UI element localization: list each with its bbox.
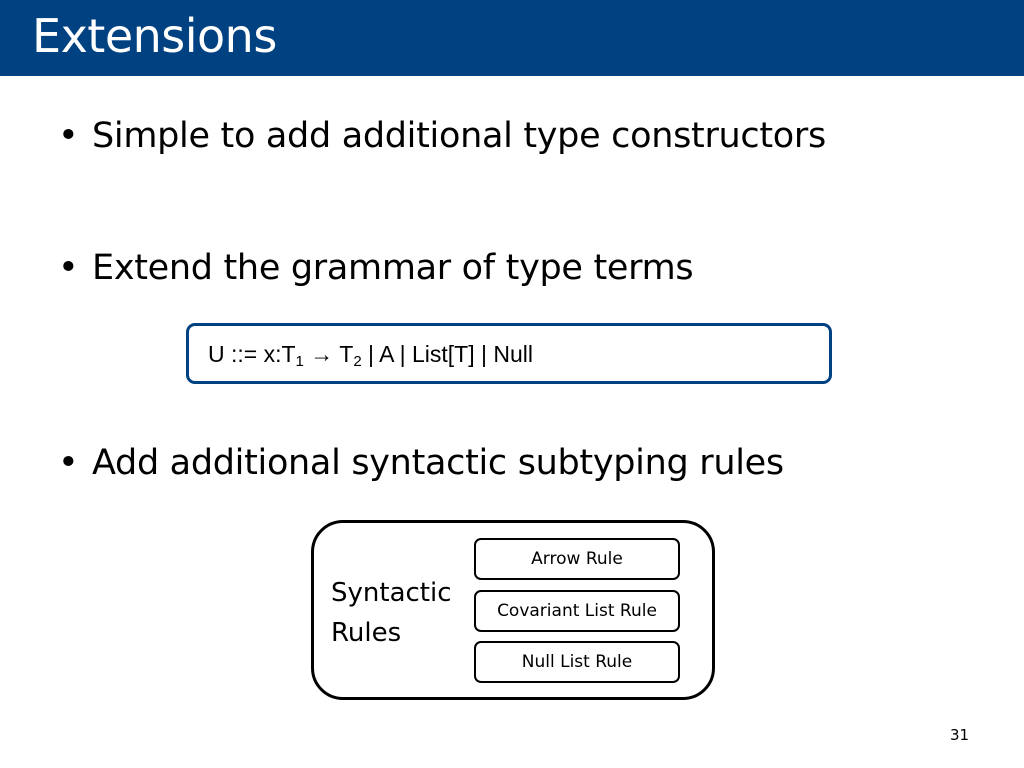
slide-title: Extensions	[32, 9, 277, 63]
grammar-subscript-1: 1	[295, 353, 304, 370]
label-line-1: Syntactic	[331, 578, 452, 608]
grammar-box	[186, 323, 832, 384]
bullet-item	[58, 246, 693, 290]
bullet-text: Simple to add additional type constructors	[92, 116, 826, 156]
bullet-symbol: •	[58, 116, 79, 156]
grammar-subscript-2: 2	[353, 353, 362, 370]
arrow-rule-box: Arrow Rule	[474, 538, 680, 580]
bullet-symbol: •	[58, 443, 79, 483]
grammar-expression	[208, 340, 533, 368]
bullet-item	[58, 441, 784, 485]
bullet-item	[58, 114, 826, 158]
title-bar	[0, 0, 1024, 76]
syntactic-rules-box	[311, 520, 715, 700]
syntactic-rules-label	[331, 573, 452, 653]
covariant-list-rule-box: Covariant List Rule	[474, 590, 680, 632]
page-number: 31	[950, 726, 970, 744]
bullet-text: Extend the grammar of type terms	[92, 248, 694, 288]
grammar-arrow: → T	[303, 341, 354, 367]
grammar-prefix: U ::= x:T	[208, 341, 296, 367]
grammar-suffix: | A | List[T] | Null	[361, 341, 533, 367]
bullet-symbol: •	[58, 248, 79, 288]
label-line-2: Rules	[331, 618, 402, 648]
null-list-rule-box: Null List Rule	[474, 641, 680, 683]
bullet-text: Add additional syntactic subtyping rules	[92, 443, 784, 483]
